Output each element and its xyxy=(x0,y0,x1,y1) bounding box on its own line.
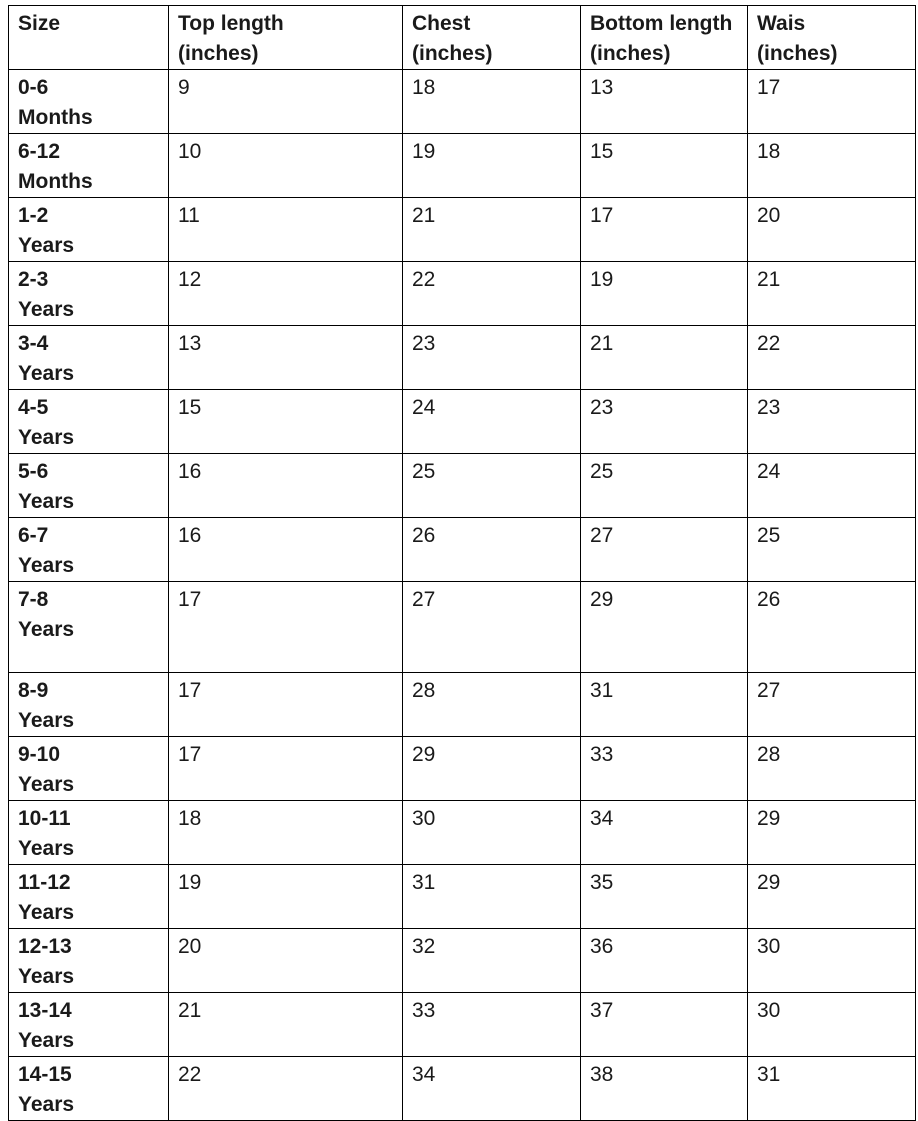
size-cell xyxy=(9,198,169,262)
table-body xyxy=(9,70,916,1121)
chest-cell: 21 xyxy=(403,198,581,262)
bottom-length-cell: 35 xyxy=(581,865,748,929)
header-bottom-length-line-1: Bottom length xyxy=(590,12,733,35)
size-cell-line: 0-6 xyxy=(18,76,49,99)
size-cell-line: Years xyxy=(18,901,75,924)
size-cell xyxy=(9,326,169,390)
size-cell-line: 11-12 xyxy=(18,871,71,894)
size-cell-line: Months xyxy=(18,170,93,193)
size-cell-line: Years xyxy=(18,1093,75,1116)
top-length-cell: 9 xyxy=(169,70,403,134)
bottom-length-cell: 19 xyxy=(581,262,748,326)
size-cell xyxy=(9,134,169,198)
bottom-length-cell: 23 xyxy=(581,390,748,454)
header-waist-line-2: (inches) xyxy=(757,42,838,65)
size-cell-line: 3-4 xyxy=(18,332,49,355)
bottom-length-cell: 33 xyxy=(581,737,748,801)
table-row xyxy=(9,198,916,262)
waist-cell: 30 xyxy=(748,993,916,1057)
size-cell-line: 13-14 xyxy=(18,999,72,1022)
size-cell-line: Years xyxy=(18,965,75,988)
waist-cell: 26 xyxy=(748,582,916,673)
header-size-line-1: Size xyxy=(18,12,61,35)
header-waist-line-1: Wais xyxy=(757,12,806,35)
waist-cell: 21 xyxy=(748,262,916,326)
size-cell xyxy=(9,993,169,1057)
header-chest-line-1: Chest xyxy=(412,12,471,35)
size-cell-line: Years xyxy=(18,490,75,513)
chest-cell: 26 xyxy=(403,518,581,582)
size-cell-line: 14-15 xyxy=(18,1063,72,1086)
size-cell-line: 8-9 xyxy=(18,679,49,702)
waist-cell: 31 xyxy=(748,1057,916,1121)
waist-cell: 25 xyxy=(748,518,916,582)
size-cell xyxy=(9,673,169,737)
size-cell-line: 6-12 xyxy=(18,140,61,163)
size-cell-line: Years xyxy=(18,234,75,257)
top-length-cell: 17 xyxy=(169,737,403,801)
size-cell xyxy=(9,865,169,929)
table-row xyxy=(9,518,916,582)
size-cell-line: 5-6 xyxy=(18,460,49,483)
size-cell-line: Years xyxy=(18,773,75,796)
top-length-cell: 10 xyxy=(169,134,403,198)
size-cell-line: Years xyxy=(18,426,75,449)
bottom-length-cell: 13 xyxy=(581,70,748,134)
size-cell-line: Years xyxy=(18,1029,75,1052)
chest-cell: 24 xyxy=(403,390,581,454)
waist-cell: 29 xyxy=(748,801,916,865)
table-row xyxy=(9,582,916,673)
header-chest-line-2: (inches) xyxy=(412,42,493,65)
bottom-length-cell: 34 xyxy=(581,801,748,865)
waist-cell: 18 xyxy=(748,134,916,198)
bottom-length-cell: 38 xyxy=(581,1057,748,1121)
size-cell-line: Years xyxy=(18,837,75,860)
table-row xyxy=(9,929,916,993)
table-row xyxy=(9,865,916,929)
size-cell xyxy=(9,801,169,865)
bottom-length-cell: 31 xyxy=(581,673,748,737)
size-cell-line: 6-7 xyxy=(18,524,49,547)
table-row xyxy=(9,262,916,326)
bottom-length-cell: 15 xyxy=(581,134,748,198)
header-size xyxy=(9,6,169,70)
size-cell xyxy=(9,70,169,134)
top-length-cell: 22 xyxy=(169,1057,403,1121)
bottom-length-cell: 37 xyxy=(581,993,748,1057)
size-chart-table xyxy=(8,5,916,1121)
waist-cell: 23 xyxy=(748,390,916,454)
table-row xyxy=(9,737,916,801)
waist-cell: 27 xyxy=(748,673,916,737)
waist-cell: 29 xyxy=(748,865,916,929)
size-cell xyxy=(9,454,169,518)
table-row xyxy=(9,1057,916,1121)
top-length-cell: 11 xyxy=(169,198,403,262)
size-cell-line: Years xyxy=(18,298,75,321)
size-cell xyxy=(9,1057,169,1121)
table-row xyxy=(9,801,916,865)
top-length-cell: 12 xyxy=(169,262,403,326)
header-top-length-line-1: Top length xyxy=(178,12,284,35)
size-cell-line: Years xyxy=(18,618,75,641)
size-cell-line: 12-13 xyxy=(18,935,72,958)
header-bottom-length xyxy=(581,6,748,70)
size-cell-line: Years xyxy=(18,709,75,732)
waist-cell: 17 xyxy=(748,70,916,134)
table-row xyxy=(9,70,916,134)
waist-cell: 24 xyxy=(748,454,916,518)
size-cell xyxy=(9,929,169,993)
size-cell-line: 7-8 xyxy=(18,588,49,611)
table-row xyxy=(9,673,916,737)
top-length-cell: 15 xyxy=(169,390,403,454)
chest-cell: 22 xyxy=(403,262,581,326)
chest-cell: 27 xyxy=(403,582,581,673)
size-cell-line: 4-5 xyxy=(18,396,49,419)
chest-cell: 19 xyxy=(403,134,581,198)
size-cell xyxy=(9,390,169,454)
bottom-length-cell: 29 xyxy=(581,582,748,673)
size-cell-line: Years xyxy=(18,362,75,385)
bottom-length-cell: 21 xyxy=(581,326,748,390)
top-length-cell: 13 xyxy=(169,326,403,390)
bottom-length-cell: 17 xyxy=(581,198,748,262)
size-cell xyxy=(9,737,169,801)
chest-cell: 31 xyxy=(403,865,581,929)
table-row xyxy=(9,993,916,1057)
bottom-length-cell: 36 xyxy=(581,929,748,993)
top-length-cell: 17 xyxy=(169,673,403,737)
top-length-cell: 16 xyxy=(169,454,403,518)
chest-cell: 33 xyxy=(403,993,581,1057)
size-cell-line: 10-11 xyxy=(18,807,71,830)
waist-cell: 28 xyxy=(748,737,916,801)
table-row xyxy=(9,390,916,454)
bottom-length-cell: 27 xyxy=(581,518,748,582)
bottom-length-cell: 25 xyxy=(581,454,748,518)
size-cell xyxy=(9,582,169,673)
top-length-cell: 17 xyxy=(169,582,403,673)
table-header-row xyxy=(9,6,916,70)
size-cell-line: Years xyxy=(18,554,75,577)
chest-cell: 18 xyxy=(403,70,581,134)
chest-cell: 29 xyxy=(403,737,581,801)
chest-cell: 28 xyxy=(403,673,581,737)
header-top-length xyxy=(169,6,403,70)
top-length-cell: 16 xyxy=(169,518,403,582)
size-cell-line: 2-3 xyxy=(18,268,49,291)
table-row xyxy=(9,326,916,390)
size-cell-line: Months xyxy=(18,106,93,129)
waist-cell: 22 xyxy=(748,326,916,390)
top-length-cell: 21 xyxy=(169,993,403,1057)
size-cell-line: 9-10 xyxy=(18,743,61,766)
table-row xyxy=(9,134,916,198)
chest-cell: 23 xyxy=(403,326,581,390)
table-row xyxy=(9,454,916,518)
waist-cell: 20 xyxy=(748,198,916,262)
chest-cell: 30 xyxy=(403,801,581,865)
chest-cell: 25 xyxy=(403,454,581,518)
size-cell xyxy=(9,262,169,326)
chest-cell: 32 xyxy=(403,929,581,993)
top-length-cell: 20 xyxy=(169,929,403,993)
header-waist xyxy=(748,6,916,70)
top-length-cell: 18 xyxy=(169,801,403,865)
size-cell-line: 1-2 xyxy=(18,204,49,227)
chest-cell: 34 xyxy=(403,1057,581,1121)
waist-cell: 30 xyxy=(748,929,916,993)
top-length-cell: 19 xyxy=(169,865,403,929)
header-bottom-length-line-2: (inches) xyxy=(590,42,671,65)
header-top-length-line-2: (inches) xyxy=(178,42,259,65)
header-chest xyxy=(403,6,581,70)
size-cell xyxy=(9,518,169,582)
